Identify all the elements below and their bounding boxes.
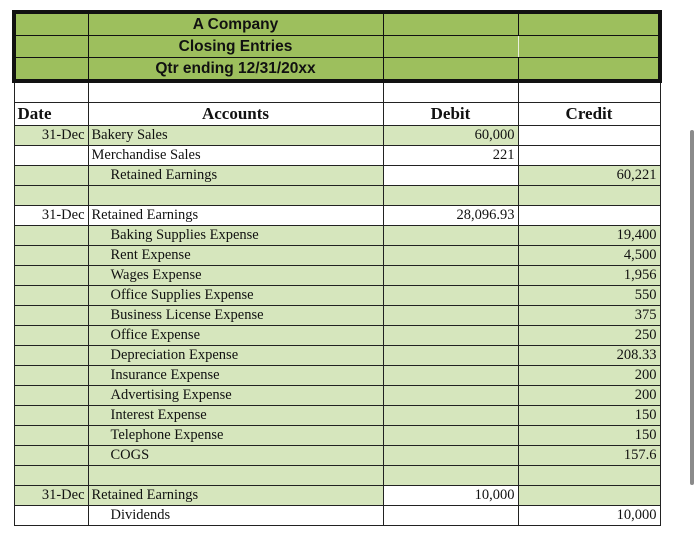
credit-amount[interactable]	[518, 146, 660, 166]
entry-date[interactable]: 31-Dec	[14, 126, 88, 146]
account-name[interactable]: Retained Earnings	[88, 486, 383, 506]
cell[interactable]	[14, 466, 88, 486]
debit-amount[interactable]	[383, 306, 518, 326]
cell[interactable]	[88, 186, 383, 206]
table-row	[14, 286, 660, 306]
debit-amount[interactable]	[383, 386, 518, 406]
table-row	[14, 246, 660, 266]
debit-amount[interactable]	[383, 246, 518, 266]
debit-amount[interactable]	[383, 326, 518, 346]
debit-amount[interactable]	[383, 406, 518, 426]
debit-amount[interactable]	[383, 226, 518, 246]
account-name[interactable]: Rent Expense	[88, 246, 383, 266]
cell[interactable]	[518, 466, 660, 486]
cell[interactable]	[14, 266, 88, 286]
credit-amount[interactable]: 250	[518, 326, 660, 346]
cell[interactable]	[383, 466, 518, 486]
cell[interactable]	[88, 466, 383, 486]
table-row	[14, 226, 660, 246]
cell[interactable]	[518, 186, 660, 206]
credit-amount[interactable]: 10,000	[518, 506, 660, 526]
credit-amount[interactable]	[518, 206, 660, 226]
credit-amount[interactable]: 60,221	[518, 166, 660, 186]
account-name[interactable]: Office Supplies Expense	[88, 286, 383, 306]
table-row	[14, 446, 660, 466]
credit-amount[interactable]: 200	[518, 386, 660, 406]
cell[interactable]	[14, 326, 88, 346]
credit-amount[interactable]	[518, 126, 660, 146]
sheet-title: Closing Entries	[88, 36, 383, 58]
cell[interactable]	[14, 12, 88, 36]
debit-amount[interactable]	[383, 286, 518, 306]
credit-amount[interactable]: 200	[518, 366, 660, 386]
spacer-row	[14, 466, 660, 486]
credit-amount[interactable]: 19,400	[518, 226, 660, 246]
credit-amount[interactable]: 550	[518, 286, 660, 306]
table-row	[14, 486, 660, 506]
table-row	[14, 386, 660, 406]
cell[interactable]	[14, 406, 88, 426]
cell[interactable]	[14, 306, 88, 326]
cell[interactable]	[14, 426, 88, 446]
cell[interactable]	[383, 186, 518, 206]
cell[interactable]	[383, 81, 518, 103]
spacer-row	[14, 186, 660, 206]
account-name[interactable]: COGS	[88, 446, 383, 466]
account-name[interactable]: Depreciation Expense	[88, 346, 383, 366]
header-row-title	[14, 36, 660, 58]
cell[interactable]	[14, 58, 88, 82]
cell[interactable]	[14, 226, 88, 246]
period-label: Qtr ending 12/31/20xx	[88, 58, 383, 82]
credit-amount[interactable]: 1,956	[518, 266, 660, 286]
table-row	[14, 206, 660, 226]
debit-amount[interactable]	[383, 166, 518, 186]
cell[interactable]	[14, 366, 88, 386]
company-name: A Company	[88, 12, 383, 36]
cell[interactable]	[14, 36, 88, 58]
account-name[interactable]: Retained Earnings	[88, 166, 383, 186]
debit-amount[interactable]	[383, 506, 518, 526]
account-name[interactable]: Interest Expense	[88, 406, 383, 426]
account-name[interactable]: Dividends	[88, 506, 383, 526]
column-header-row	[14, 103, 660, 126]
table-row	[14, 326, 660, 346]
cell[interactable]	[518, 12, 660, 36]
debit-amount[interactable]: 10,000	[383, 486, 518, 506]
cell[interactable]	[14, 81, 88, 103]
credit-amount[interactable]: 157.6	[518, 446, 660, 466]
column-header-debit[interactable]: Debit	[383, 103, 518, 126]
header-row-period	[14, 58, 660, 82]
cell[interactable]	[14, 346, 88, 366]
account-name[interactable]: Bakery Sales	[88, 126, 383, 146]
cell[interactable]	[383, 12, 518, 36]
account-name[interactable]: Retained Earnings	[88, 206, 383, 226]
debit-amount[interactable]	[383, 446, 518, 466]
credit-amount[interactable]: 375	[518, 306, 660, 326]
cell[interactable]	[383, 36, 518, 58]
cell[interactable]	[14, 146, 88, 166]
table-row	[14, 346, 660, 366]
column-header-accounts[interactable]: Accounts	[88, 103, 383, 126]
cell[interactable]	[88, 81, 383, 103]
account-name[interactable]: Baking Supplies Expense	[88, 226, 383, 246]
table-row	[14, 426, 660, 446]
spacer-row	[14, 81, 660, 103]
cell[interactable]	[518, 58, 660, 82]
cell[interactable]	[14, 246, 88, 266]
table-row	[14, 126, 660, 146]
header-row-company	[14, 12, 660, 36]
table-row	[14, 506, 660, 526]
closing-entries-sheet	[12, 10, 662, 526]
debit-amount[interactable]	[383, 426, 518, 446]
cell[interactable]	[14, 386, 88, 406]
entry-date[interactable]: 31-Dec	[14, 486, 88, 506]
account-name[interactable]: Business License Expense	[88, 306, 383, 326]
table-row	[14, 266, 660, 286]
cell[interactable]	[14, 446, 88, 466]
cell[interactable]	[518, 36, 660, 58]
credit-amount[interactable]: 4,500	[518, 246, 660, 266]
cell[interactable]	[383, 58, 518, 82]
debit-amount[interactable]	[383, 346, 518, 366]
account-name[interactable]: Wages Expense	[88, 266, 383, 286]
credit-amount[interactable]: 150	[518, 426, 660, 446]
table-row	[14, 366, 660, 386]
account-name[interactable]: Telephone Expense	[88, 426, 383, 446]
table-row	[14, 166, 660, 186]
debit-amount[interactable]: 221	[383, 146, 518, 166]
cell[interactable]	[14, 166, 88, 186]
table-row	[14, 406, 660, 426]
credit-amount[interactable]: 150	[518, 406, 660, 426]
account-name[interactable]: Insurance Expense	[88, 366, 383, 386]
table-row	[14, 146, 660, 166]
debit-amount[interactable]: 28,096.93	[383, 206, 518, 226]
entry-date[interactable]: 31-Dec	[14, 206, 88, 226]
debit-amount[interactable]	[383, 366, 518, 386]
account-name[interactable]: Office Expense	[88, 326, 383, 346]
debit-amount[interactable]: 60,000	[383, 126, 518, 146]
table-row	[14, 306, 660, 326]
account-name[interactable]: Advertising Expense	[88, 386, 383, 406]
column-header-credit[interactable]: Credit	[518, 103, 660, 126]
account-name[interactable]: Merchandise Sales	[88, 146, 383, 166]
credit-amount[interactable]: 208.33	[518, 346, 660, 366]
debit-amount[interactable]	[383, 266, 518, 286]
cell[interactable]	[14, 186, 88, 206]
cell[interactable]	[14, 286, 88, 306]
cell[interactable]	[518, 81, 660, 103]
cell[interactable]	[14, 506, 88, 526]
vertical-scrollbar[interactable]	[690, 130, 694, 485]
column-header-date[interactable]: Date	[14, 103, 88, 126]
credit-amount[interactable]	[518, 486, 660, 506]
